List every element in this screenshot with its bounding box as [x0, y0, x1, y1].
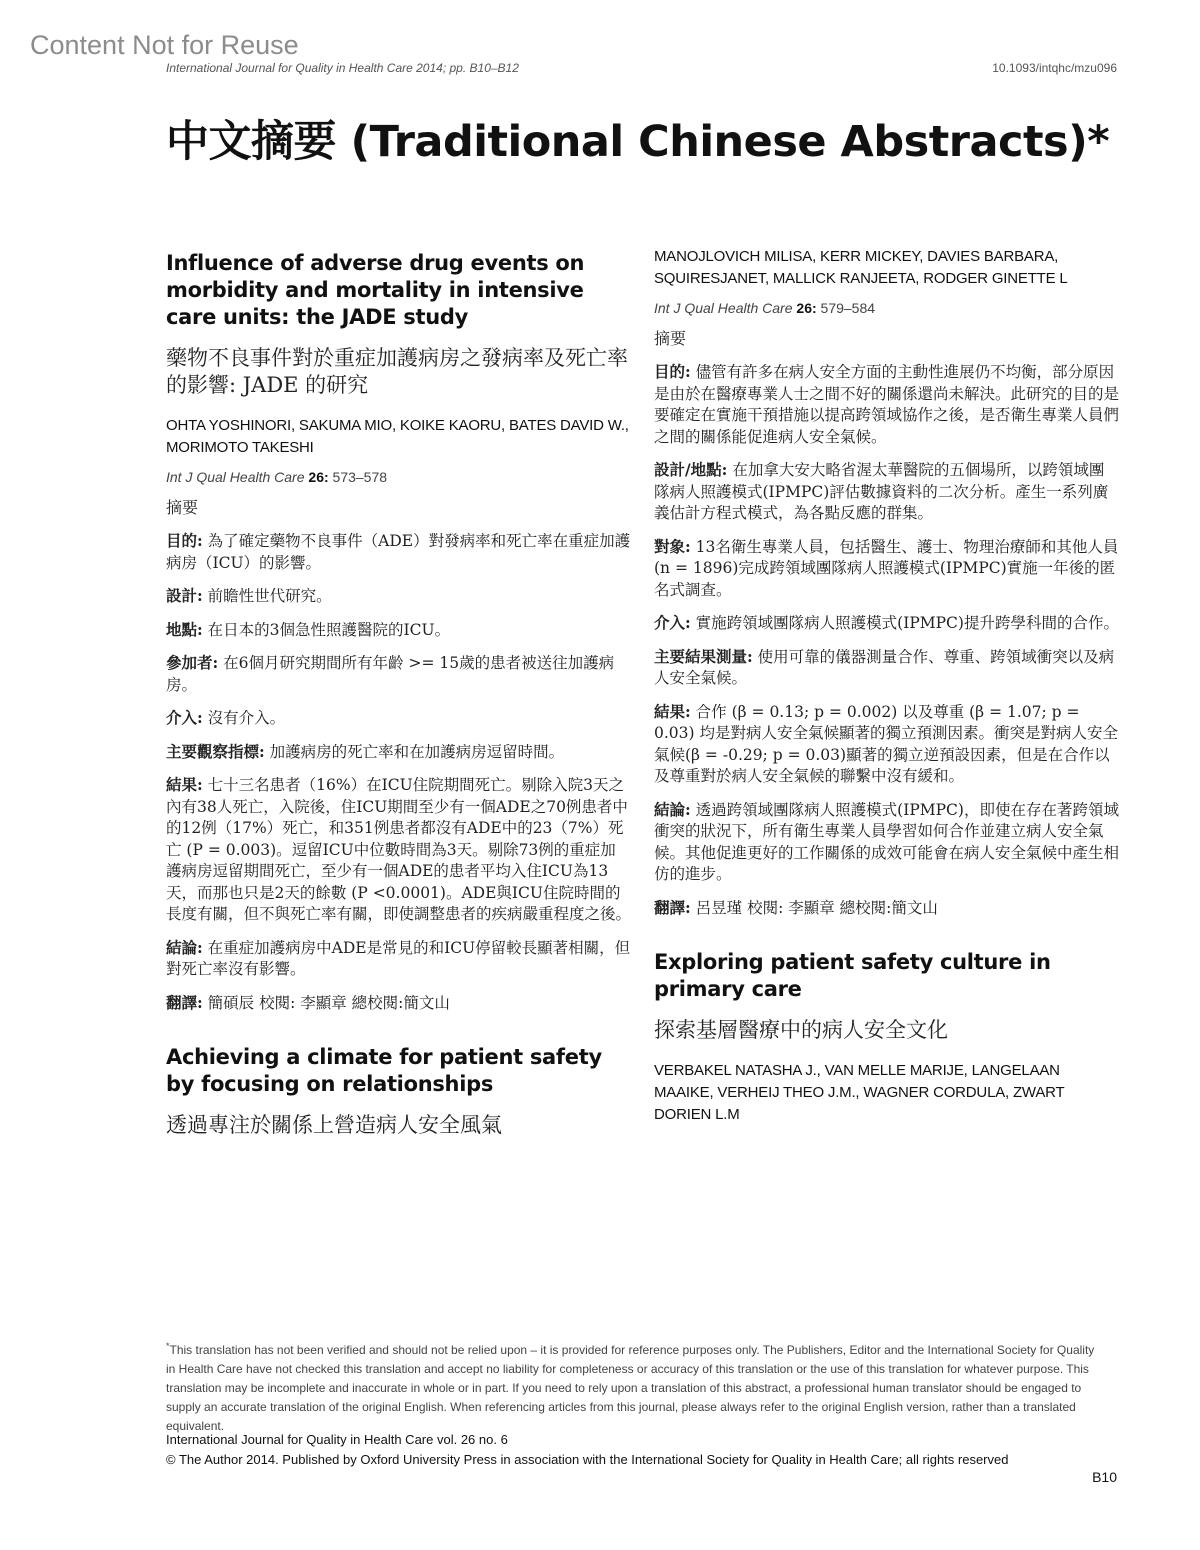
paragraph-label: 參加者: [166, 653, 219, 672]
paragraph-text: 前瞻性世代研究。 [202, 587, 332, 605]
paragraph-text: 在6個月研究期間所有年齡 >= 15歲的患者被送往加護病房。 [166, 654, 615, 694]
citation-pages: 579–584 [820, 300, 876, 316]
copyright-notice: © The Author 2014. Published by Oxford University Press in association with the International Society for Quality in Health Care; all rights reserved [166, 1452, 1009, 1467]
paragraph-label: 地點: [166, 619, 203, 639]
paragraph-text: 為了確定藥物不良事件（ADE）對發病率和死亡率在重症加護病房（ICU）的影響。 [166, 532, 631, 572]
abstract-heading: 摘要 [654, 329, 687, 348]
paragraph-label: 設計: [166, 586, 203, 605]
paragraph-text: 13名衛生專業人員，包括醫生、護士、物理治療師和其他人員(n = 1896)完成跨領域團隊病人照護模式(IPMPC)實施一年後的匿名式調查。 [654, 537, 1119, 599]
abstract-heading: 摘要 [166, 498, 199, 517]
article-citation [166, 469, 631, 485]
paragraph-text: 透過跨領域團隊病人照護模式(IPMPC)，即使在存在著跨領域衝突的狀況下，所有衛生專業人員學習如何合作並建立病人安全氣候。其他促進更好的工作關係的成效可能會在病人安全氣候中產生相仿的進步。 [654, 800, 1120, 883]
watermark: Content Not for Reuse [30, 30, 299, 60]
abstract-paragraph [166, 774, 631, 926]
paragraph-text: 儘管有許多在病人安全方面的主動性進展仍不均衡，部分原因是由於在醫療專業人士之間不好的關係還尚未解決。此研究的目的是要確定在實施干預措施以提高跨領域協作之後，是否衛生專業人員們之間的關係能促進病人安全氣候。 [654, 363, 1120, 446]
paragraph-label: 翻譯: [654, 897, 691, 917]
paragraph-label: 介入: [654, 613, 691, 632]
paragraph-text: 加護病房的死亡率和在加護病房逗留時間。 [264, 742, 565, 761]
abstract-paragraph [166, 707, 631, 730]
paragraph-label: 介入: [166, 708, 203, 727]
paragraph-label: 主要結果測量: [654, 646, 753, 666]
abstract-paragraph [654, 361, 1119, 448]
article-title-zh: 探索基層醫療中的病人安全文化 [654, 1018, 948, 1042]
abstract-paragraph [654, 799, 1119, 886]
paragraph-text: 在重症加護病房中ADE是常見的和ICU停留較長顯著相關，但對死亡率沒有影響。 [166, 938, 631, 978]
running-head: International Journal for Quality in Health Care 2014; pp. B10–B12 [166, 61, 519, 75]
journal-line: International Journal for Quality in Health Care vol. 26 no. 6 [166, 1432, 508, 1447]
article-climate-continued [654, 246, 1119, 919]
translation-disclaimer [166, 1337, 1101, 1436]
article-primary-care [654, 949, 1119, 1126]
abstract-paragraph [654, 459, 1119, 525]
citation-journal: Int J Qual Health Care [654, 300, 793, 316]
footnote-text: This translation has not been verified and should not be relied upon – it is provided for reference purposes only. The Publishers, Editor and the International Society for Quality in Health Care have not checked this translation and accept no liability for completeness or accuracy of this translation or the use of this translation for whatever purpose. This translation may be incomplete and inaccurate in whole or in part. If you need to rely upon a translation of this abstract, a professional human translator should be engaged to supply an accurate translation of the original English. When referencing articles from this journal, please always refer to the original English version, rather than a translated equivalent. [166, 1343, 1095, 1433]
paragraph-label: 結論: [654, 799, 691, 819]
abstract-paragraph [654, 536, 1119, 602]
abstract-paragraph [166, 585, 631, 608]
abstract-paragraph [654, 612, 1119, 635]
page-title: 中文摘要 (Traditional Chinese Abstracts)* [166, 117, 1110, 167]
paragraph-text: 在加拿大安大略省渥太華醫院的五個場所，以跨領域團隊病人照護模式(IPMPC)評估數據資料的二次分析。產生一系列廣義估計方程式模式，為各點反應的群集。 [654, 461, 1109, 522]
article-jade [166, 250, 631, 1014]
paragraph-label: 目的: [654, 362, 691, 381]
article-title: Achieving a climate for patient safety by focusing on relationships [166, 1045, 602, 1096]
paragraph-text: 呂昱瑾 校閱: 李顯章 總校閱:簡文山 [690, 898, 938, 917]
left-column [166, 250, 631, 1169]
article-citation [654, 300, 1119, 316]
paragraph-text: 使用可靠的儀器測量合作、尊重、跨領域衝突以及病人安全氣候。 [654, 647, 1115, 687]
citation-pages: 573–578 [332, 469, 388, 485]
page-number: B10 [1092, 1469, 1117, 1485]
abstract-paragraph [166, 652, 631, 696]
footnote-mark: * [166, 1341, 170, 1351]
article-climate [166, 1044, 631, 1139]
abstract-paragraph [166, 530, 631, 574]
paragraph-text: 在日本的3個急性照護醫院的ICU。 [202, 620, 451, 639]
paragraph-text: 合作 (β = 0.13; p = 0.002) 以及尊重 (β = 1.07; p = 0.03) 均是對病人安全氣候顯著的獨立預測因素。衝突是對病人安全氣候(β = -0.29; p = 0.03)顯著的獨立逆預設因素，但是在合作以及尊重對於病人安全氣候的聯繫中沒有緩和。 [654, 702, 1118, 785]
article-title-zh: 藥物不良事件對於重症加護病房之發病率及死亡率的影響: JADE 的研究 [166, 346, 628, 397]
article-title: Exploring patient safety culture in primary care [654, 950, 1051, 1001]
paragraph-label: 翻譯: [166, 992, 203, 1012]
paragraph-text: 七十三名患者（16%）在ICU住院期間死亡。剔除入院3天之內有38人死亡，入院後，住ICU期間至少有一個ADE之70例患者中的12例（17%）死亡，和351例患者都沒有ADE中的23（7%）死亡 (P = 0.003)。逗留ICU中位數時間為3天。剔除73例的重症加護病房逗留期間死亡，至少有一個ADE的患者平均入住ICU為13天，而那也只是2天的餘數 (P <0.0001)。ADE與ICU住院時間的長度有關，但不與死亡率有關，即使調整患者的疾病嚴重程度之後。 [166, 776, 632, 923]
citation-journal: Int J Qual Health Care [166, 469, 305, 485]
abstract-paragraph [654, 646, 1119, 690]
doi: 10.1093/intqhc/mzu096 [992, 61, 1117, 75]
paragraph-text: 沒有介入。 [202, 709, 286, 727]
citation-volume: 26: [308, 469, 329, 485]
abstract-paragraph [166, 619, 631, 642]
citation-volume: 26: [796, 300, 817, 316]
article-title: Influence of adverse drug events on morbidity and mortality in intensive care units: the JADE study [166, 251, 585, 329]
abstract-paragraph [166, 741, 631, 764]
paragraph-label: 目的: [166, 531, 203, 550]
right-column [654, 246, 1119, 1156]
paragraph-label: 主要觀察指標: [166, 741, 265, 761]
paragraph-label: 設計/地點: [654, 460, 728, 479]
abstract-paragraph [166, 937, 631, 981]
paragraph-label: 結果: [654, 701, 691, 721]
article-authors: OHTA YOSHINORI, SAKUMA MIO, KOIKE KAORU, BATES DAVID W., MORIMOTO TAKESHI [166, 417, 629, 456]
translator-credit [166, 992, 631, 1015]
article-title-zh: 透過專注於關係上營造病人安全風氣 [166, 1113, 502, 1137]
paragraph-text: 簡碩辰 校閱: 李顯章 總校閱:簡文山 [202, 993, 450, 1012]
translator-credit [654, 897, 1119, 920]
paragraph-label: 對象: [654, 536, 691, 556]
paragraph-label: 結論: [166, 937, 203, 957]
article-authors: MANOJLOVICH MILISA, KERR MICKEY, DAVIES BARBARA, SQUIRESJANET, MALLICK RANJEETA, RODGER GINETTE L [654, 248, 1068, 287]
abstract-paragraph [654, 701, 1119, 788]
paragraph-text: 實施跨領域團隊病人照護模式(IPMPC)提升跨學科間的合作。 [690, 614, 1119, 632]
paragraph-label: 結果: [166, 775, 203, 794]
article-authors: VERBAKEL NATASHA J., VAN MELLE MARIJE, LANGELAAN MAAIKE, VERHEIJ THEO J.M., WAGNER CORDULA, ZWART DORIEN L.M [654, 1062, 1065, 1123]
